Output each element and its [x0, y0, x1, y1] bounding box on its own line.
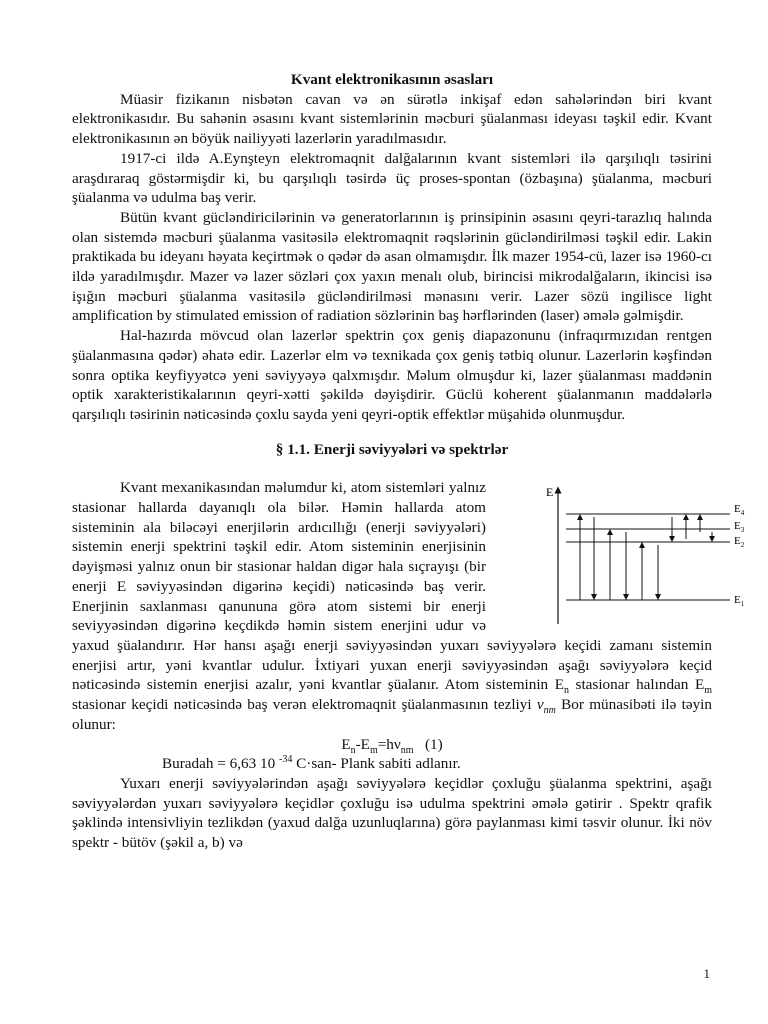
level-label-e3: $E_3$: [734, 520, 745, 535]
section-paragraph-2: Yuxarı enerji səviyyələrindən aşağı səviyyələrə keçidlər çoxluğu şüalanma spektrini, aşağı səviyyələrdən yuxarı səviyyələrə keçidlər çoxluğu isə udulma spektrini əmələ gətirir . Spektr qrafik şəklində intensivliyin tezlikdən (yaxud dalğa uzunluqlarına) görə paylanması kimi təsvir olunur. İki növ spektr - bütöv (şəkil a, b) və: [72, 774, 712, 852]
intro-paragraph-1: Müasir fizikanın nisbətən cavan və ən sürətlə inkişaf edən sahələrindən biri kvant elektronikasıdır. Bu sahənin əsasını kvant sistemlərinin məcburi şüalanması ideyası təşkil edir. Kvant elektronikasının ən böyük nailiyyəti lazerlərin yaradılmasıdır.: [72, 90, 712, 148]
level-label-e2: $E_2$: [734, 535, 745, 550]
intro-paragraph-4: Hal-hazırda mövcud olan lazerlər spektrin çox geniş diapazonunu (infraqırmızıdan rentgen şüalanmasına qədər) əhatə edir. Lazerlər elm və texnikada çox geniş tətbiq olunur. Lazerlərin kəşfindən sonra optika keyfiyyətcə yeni səviyyəyə qalxmışdır. Məlum olmuşdur ki, lazer şüalanması maddənin optik xarakteristikalarının qeyri-xətti şəkildə dəyişdirir. Güclü koherent şüalanmanın maddələrlə qarşılıqlı təsirinin nəticəsində çoxlu sayda yeni qeyri-optik effektlər müşahidə olunmuşdur.: [72, 327, 712, 423]
section-paragraph-1: E $E_4$ $E_3$ $E_2$ $E_1$ Kvant mexanikasından məlumdur ki, atom sistemləri yalnız stasionar hallarda dayanıqlı ola bilər. Həmin hallarda atom sisteminin ala biləcəyi enerjilərin ardıcıllığı (enerji səviyyələri) sistemin enerji spektrini təşkil edir. Atom sisteminin enerjisinin dəyişməsi yalnız onun bir stasionar haldan digər hala sıçrayışı (bir enerji E səviyyəsindən digərinə keçidi) nəticəsində baş verir. Enerjinin saxlanması qanununa görə atom sistemi bir enerji seviyyəsindən digərinə keçdikdə həmin sistem enerjini udur və yaxud şüalandırır. Hər hansı aşağı enerji səviyyəsindən yuxarı səviyyələrə keçidi zamanı sistemin enerjisi artır, yəni kvantlar udulur. İxtiyari yuxan enerji səviyyəsindən aşağı səviyyələrə keçid nəticəsində sistemin enerjisi azalır, yəni kvantlar şüalanır. Atom sisteminin $E_n$ stasionar halından $E_m$ stasionar keçidi nəticəsində baş verən elektromaqnit şüalanmasının tezliyi $\nu_{nm}$ Bor münasibəti ilə təyin olunur:: [72, 478, 712, 734]
level-label-e4: $E_4$: [734, 503, 745, 518]
page-content: [72, 70, 745, 853]
page-title: Kvant elektronikasının əsasları: [290, 71, 494, 88]
section-heading: § 1.1. Enerji səviyyələri və spektrlər: [275, 440, 509, 458]
level-label-e1: $E_1$: [734, 594, 745, 609]
page-number: 1: [703, 966, 710, 981]
energy-level-diagram: [494, 482, 745, 628]
intro-paragraph-3: Bütün kvant gücləndiricilərinin və generatorlarının iş prinsipinin əsasını qeyri-tarazlıq halında olan sistemdə məcburi şüalanma vasitəsilə elektromaqnit rəqslərinin gücləndirilməsi təşkil edir. Lakin praktikada bu ideyanı həyata keçirtmək o qədər də asan olmamışdır. İlk mazer 1954-cü, lazer isə 1960-cı ildə yaradılmışdır. Mazer və lazer sözləri çox yaxın menalı olub, birincisi mikrodalğaların, ikincisi isə işığın məcburi şüalanma vasitəsilə gücləndirilməsi mənasını verir. Lazer sözü ingilisce light amplification by stimulated emission of radiation sözlərinin baş hərflərinden (laser) əmələ gəlmişdir.: [72, 208, 712, 325]
intro-paragraph-2: 1917-ci ildə A.Eynştеyn elektromaqnit dalğalarının kvant sistemləri ilə qarşılıqlı təsirini araşdıraraq göstərmişdir ki, bu qarşılıqlı təsirdə üç proses-spontan (özbaşına) şüalanma, məcburi şüalanma və udulma baş verir.: [72, 149, 712, 207]
planck-constant-note: Buradah = 6,63 10 $^{-34}$ C·san- Plank sabiti adlanır.: [162, 754, 461, 773]
bohr-formula: $E_n-E_m=h\nu_{nm}$ (1): [341, 735, 443, 756]
energy-diagram-svg: [542, 482, 760, 628]
axis-label: E: [546, 485, 554, 500]
